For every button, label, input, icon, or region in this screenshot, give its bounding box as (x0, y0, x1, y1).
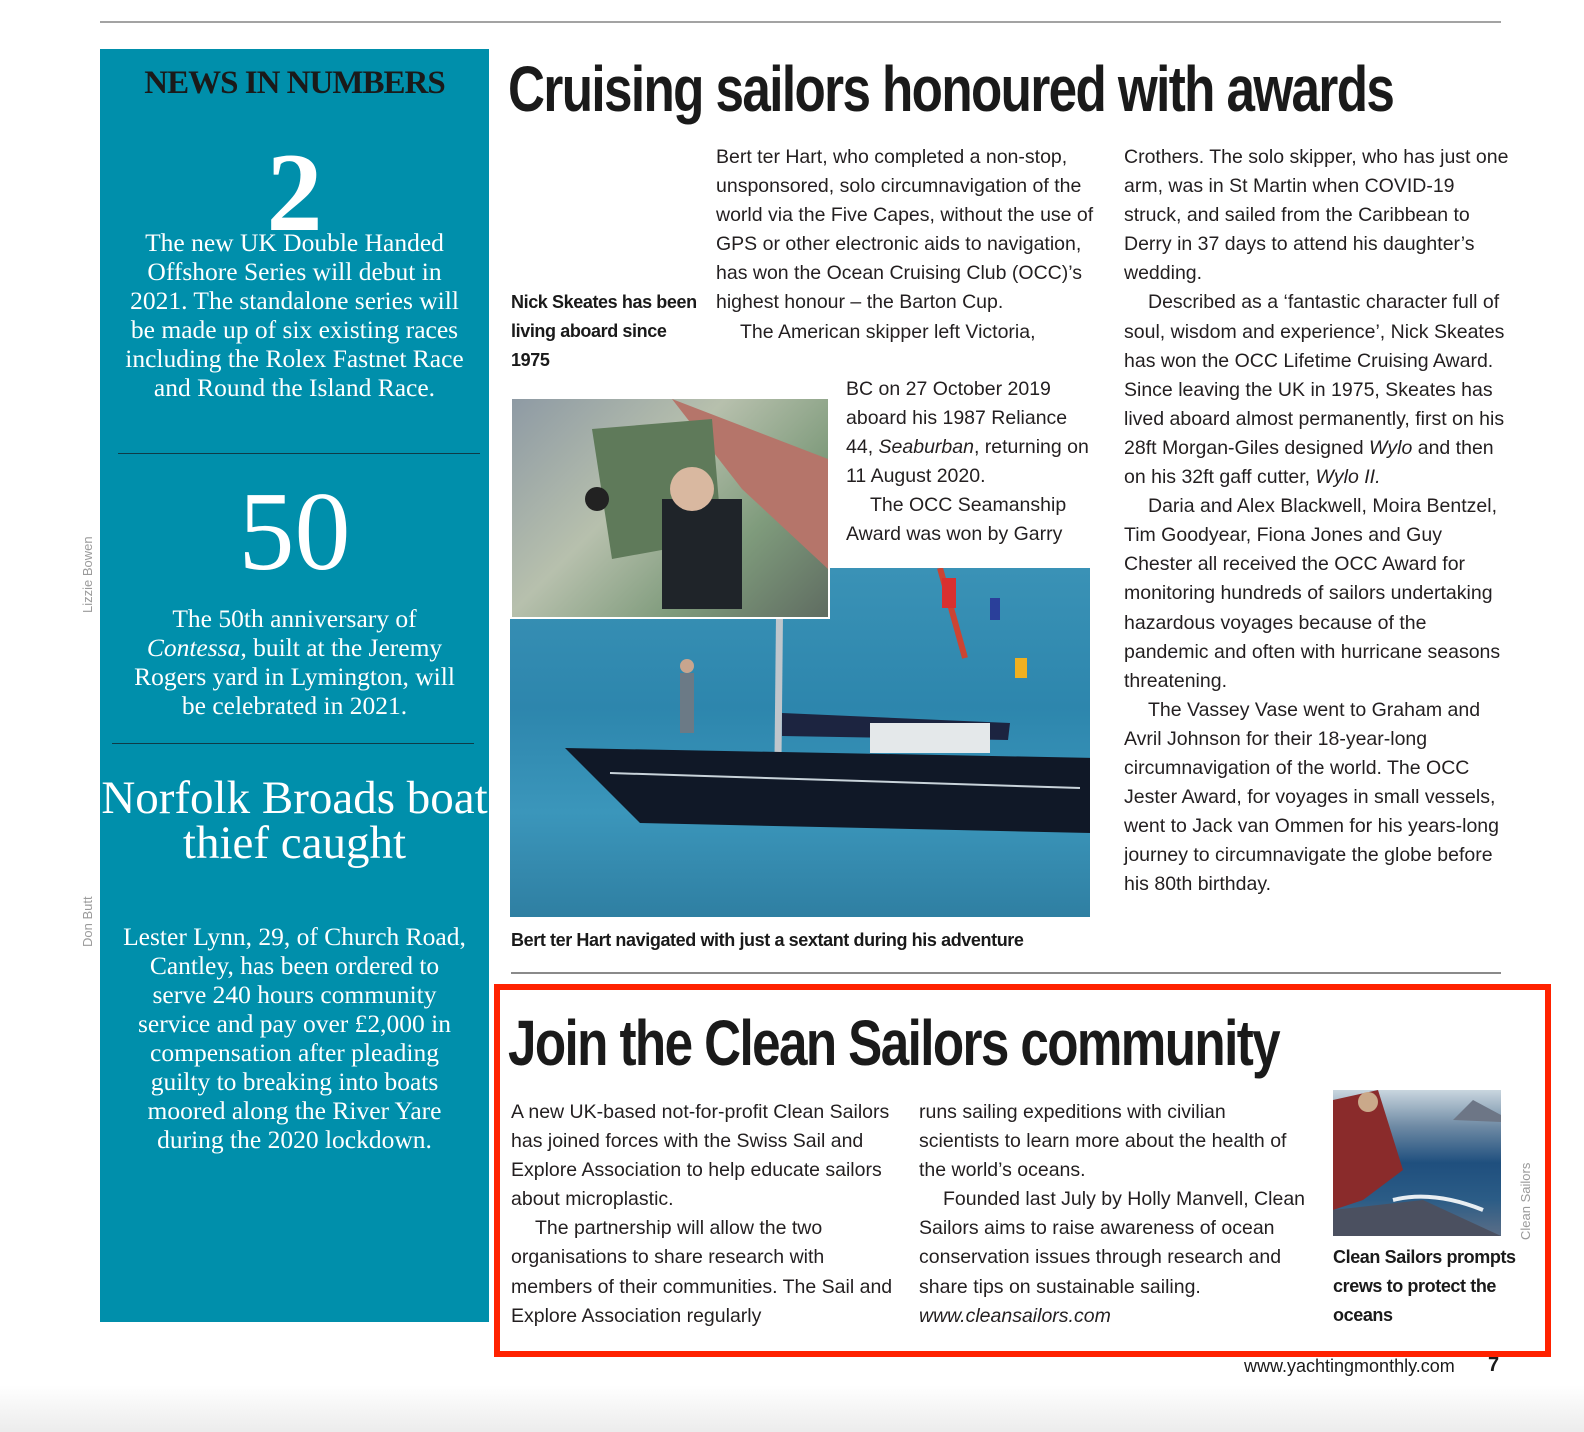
photo-caption: Nick Skeates has been living aboard since 1975 (511, 292, 697, 370)
photo-credit: Lizzie Bowen (80, 536, 95, 613)
article-headline: Cruising sailors honoured with awards (508, 53, 1394, 125)
sidebar-story-text: Lester Lynn, 29, of Church Road, Cantley, has been ordered to serve 240 hours community service and pay over £2,000 in compensation after pleading guilty to breaking into boats moored along the River Yare during the 2020 lockdown. (123, 922, 466, 1154)
news-in-numbers-sidebar (100, 49, 489, 1322)
article-column: A new UK-based not-for-profit Clean Sailors has joined forces with the Swiss Sail and Explore Association to help educate sailors about microplastic. The partnership will allow the two organisations to share research with members of their communities. The Sail and Explore Association regularly (511, 1101, 893, 1327)
section-divider (511, 972, 1501, 974)
stat-text-50: The 50th anniversary of Contessa, built at the Jeremy Rogers yard in Lymington, will be celebrated in 2021. (134, 604, 455, 720)
page-number: 7 (1488, 1354, 1500, 1376)
photo-caption: Clean Sailors prompts crews to protect the oceans (1333, 1247, 1516, 1325)
article-column: BC on 27 October 2019 aboard his 1987 Reliance 44, Seaburban, returning on 11 August 2020. The OCC Seamanship Award was won by Garry (846, 378, 1089, 546)
footer-url: www.yachtingmonthly.com (1244, 1356, 1455, 1376)
website-link[interactable]: www.cleansailors.com (919, 1304, 1111, 1327)
article-column: Crothers. The solo skipper, who has just one arm, was in St Martin when COVID-19 struck, and sailed from the Caribbean to Derry in 37 days to attend his daughter’s wedding. Described as a ‘fantastic character full of soul, wisdom and experience’, Nick Skeates has won the OCC Lifetime Cruising Award. Since leaving the UK in 1975, Skeates has lived aboard almost permanently, first on his 28ft Morgan-Giles designed Wylo and then on his 32ft gaff cutter, Wylo II. Daria and Alex Blackwell, Moira Bentzel, Tim Goodyear, Fiona Jones and Guy Chester all received the OCC Award for monitoring hundreds of sailors undertaking hazardous voyages because of the pandemic and often with hurricane seasons threatening. The Vassey Vase went to Graham and Avril Johnson for their 18-year-long circumnavigation of the world. The OCC Jester Award, for voyages in small vessels, went to Jack van Ommen for his years-long journey to circumnavigate the globe before his 80th birthday. (1124, 146, 1509, 896)
sidebar-title: NEWS IN NUMBERS (144, 65, 445, 101)
stat-number-50: 50 (238, 470, 351, 594)
top-rule (100, 21, 1501, 23)
article-column: runs sailing expeditions with civilian scientists to learn more about the health of the world’s oceans. Founded last July by Holly Manvell, Clean Sailors aims to raise awareness of ocean conservation issues through research and share tips on sustainable sailing. www.cleansailors.com (919, 1101, 1306, 1327)
photo-credit: Clean Sailors (1518, 1162, 1533, 1240)
sidebar-divider (118, 453, 480, 454)
article-headline: Join the Clean Sailors community (508, 1007, 1280, 1079)
photo-credit: Don Butt (80, 896, 95, 947)
page-bottom-shadow (0, 1385, 1584, 1432)
clean-sailors-photo (1333, 1090, 1501, 1236)
article-column: Bert ter Hart, who completed a non-stop, unsponsored, solo circumnavigation of the world via the Five Capes, without the use of GPS or other electronic aids to navigation, has won the Ocean Cruising Club (OCC)’s highest honour – the Barton Cup. The American skipper left Victoria, (716, 146, 1094, 343)
sidebar-divider (112, 743, 474, 744)
sidebar-story-headline: Norfolk Broads boat thief caught (101, 772, 488, 869)
photo-caption: Bert ter Hart navigated with just a sextant during his adventure (511, 930, 1024, 950)
nick-skeates-photo (510, 397, 830, 619)
sailboat-photo (510, 568, 1090, 917)
stat-text-2: The new UK Double Handed Offshore Series will debut in 2021. The standalone series will be made up of six existing races including the Rolex Fastnet Race and Round the Island Race. (125, 228, 464, 402)
stat-number-2: 2 (266, 131, 323, 255)
